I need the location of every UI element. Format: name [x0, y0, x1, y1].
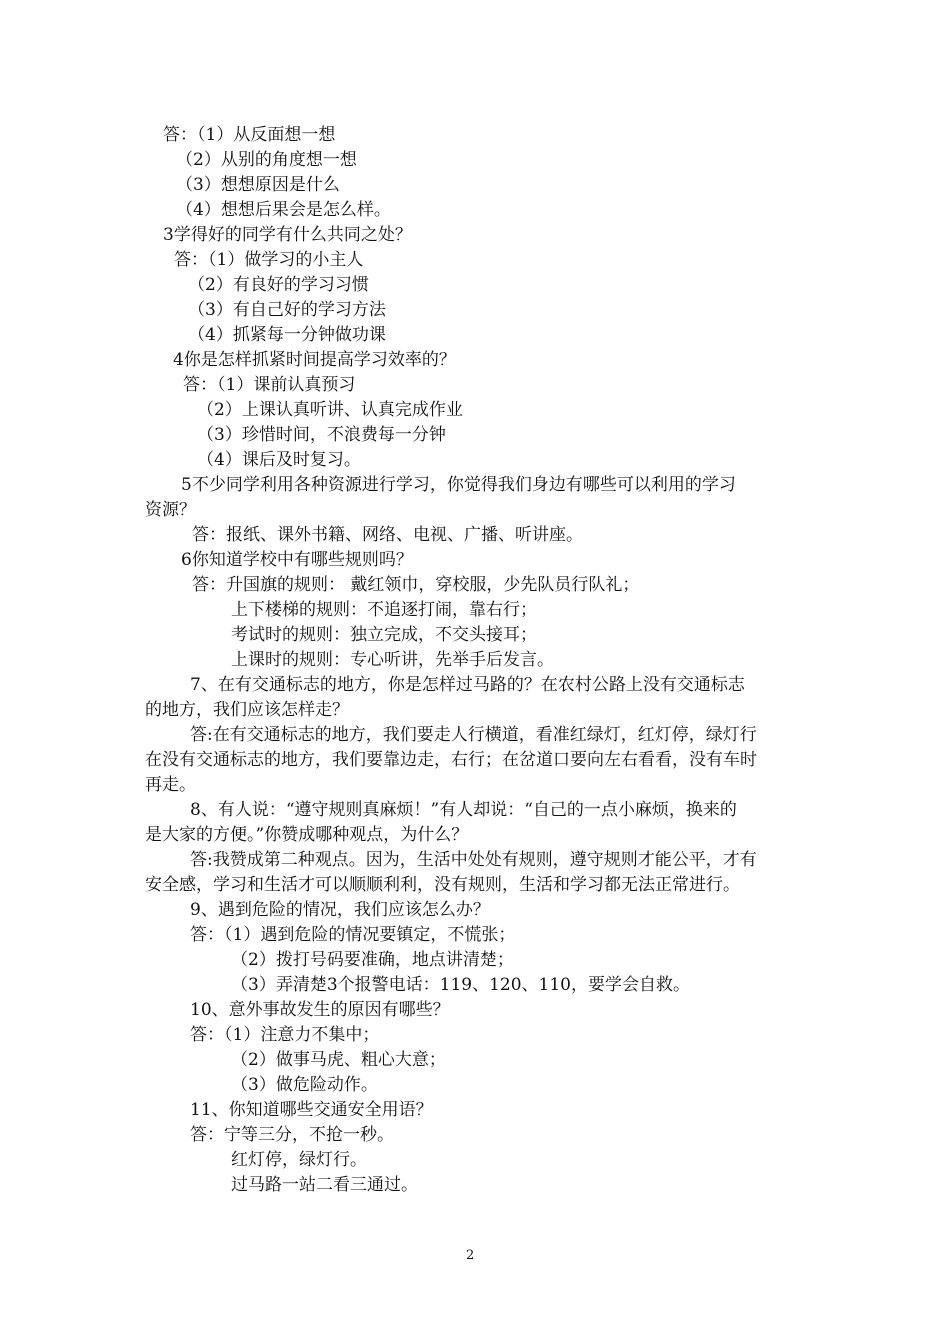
- text-line: （3）做危险动作。: [231, 1075, 378, 1095]
- text-line: 安全感，学习和生活才可以顺顺利利，没有规则，生活和学习都无法正常进行。: [145, 875, 740, 895]
- question-line: 的地方，我们应该怎样走？: [145, 700, 349, 720]
- text-line: （2）从别的角度想一想: [176, 150, 357, 170]
- question-line: 6你知道学校中有哪些规则吗？: [181, 550, 413, 570]
- text-line: （4）课后及时复习。: [197, 450, 361, 470]
- text-line: （3）弄清楚3个报警电话：119、120、110，要学会自救。: [231, 975, 690, 995]
- text-line: 红灯停，绿灯行。: [231, 1150, 367, 1170]
- text-line: 答：（1）从反面想一想: [163, 125, 336, 145]
- text-line: （4）想想后果会是怎么样。: [176, 200, 391, 220]
- text-line: （4）抓紧每一分钟做功课: [188, 325, 386, 345]
- text-line: （3）想想原因是什么: [176, 175, 340, 195]
- text-line: （2）做事马虎、粗心大意；: [231, 1050, 446, 1070]
- text-line: 答：（1）做学习的小主人: [174, 250, 364, 270]
- text-line: 答：报纸、课外书籍、网络、电视、广播、听讲座。: [192, 525, 583, 545]
- text-line: 过马路一站二看三通过。: [231, 1175, 418, 1195]
- question-line: 4你是怎样抓紧时间提高学习效率的？: [173, 350, 456, 370]
- text-line: （2）有良好的学习习惯: [188, 275, 369, 295]
- text-line: （3）有自己好的学习方法: [188, 300, 386, 320]
- text-line: （2）拨打号码要准确，地点讲清楚；: [231, 950, 514, 970]
- question-line: 5不少同学利用各种资源进行学习，你觉得我们身边有哪些可以利用的学习: [181, 475, 736, 495]
- text-line: （2）上课认真听讲、认真完成作业: [197, 400, 463, 420]
- text-line: 上课时的规则：专心听讲，先举手后发言。: [231, 650, 554, 670]
- text-line: 上下楼梯的规则：不追逐打闹，靠右行；: [231, 600, 537, 620]
- text-line: 考试时的规则：独立完成，不交头接耳；: [231, 625, 537, 645]
- question-line: 10、意外事故发生的原因有哪些？: [190, 1000, 450, 1020]
- text-line: 答：宁等三分，不抢一秒。: [190, 1125, 394, 1145]
- text-line: 再走。: [145, 775, 196, 795]
- text-line: 答：升国旗的规则： 戴红领巾，穿校服，少先队员行队礼；: [192, 575, 640, 595]
- text-line: 答:在有交通标志的地方，我们要走人行横道，看准红绿灯，红灯停，绿灯行: [190, 725, 757, 745]
- question-line: 7、在有交通标志的地方，你是怎样过马路的？在农村公路上没有交通标志: [190, 675, 745, 695]
- question-line: 3学得好的同学有什么共同之处？: [163, 225, 412, 245]
- question-line: 9、遇到危险的情况，我们应该怎么办？: [190, 900, 490, 920]
- question-line: 资源？: [145, 500, 196, 520]
- text-line: 答：（1）课前认真预习: [183, 375, 356, 395]
- text-line: 在没有交通标志的地方，我们要靠边走，右行；在岔道口要向左右看看，没有车时: [145, 750, 757, 770]
- question-line: 8、有人说：“遵守规则真麻烦！”有人却说：“自己的一点小麻烦，换来的: [190, 800, 737, 820]
- text-line: 答：（1）遇到危险的情况要镇定，不慌张；: [190, 925, 516, 945]
- text-line: 答:我赞成第二种观点。因为，生活中处处有规则，遵守规则才能公平，才有: [190, 850, 757, 870]
- text-line: 答：（1）注意力不集中；: [190, 1025, 380, 1045]
- page-number: 2: [466, 1248, 475, 1263]
- question-line: 是大家的方便。”你赞成哪种观点，为什么？: [145, 825, 469, 845]
- question-line: 11、你知道哪些交通安全用语？: [190, 1100, 433, 1120]
- text-line: （3）珍惜时间，不浪费每一分钟: [197, 425, 446, 445]
